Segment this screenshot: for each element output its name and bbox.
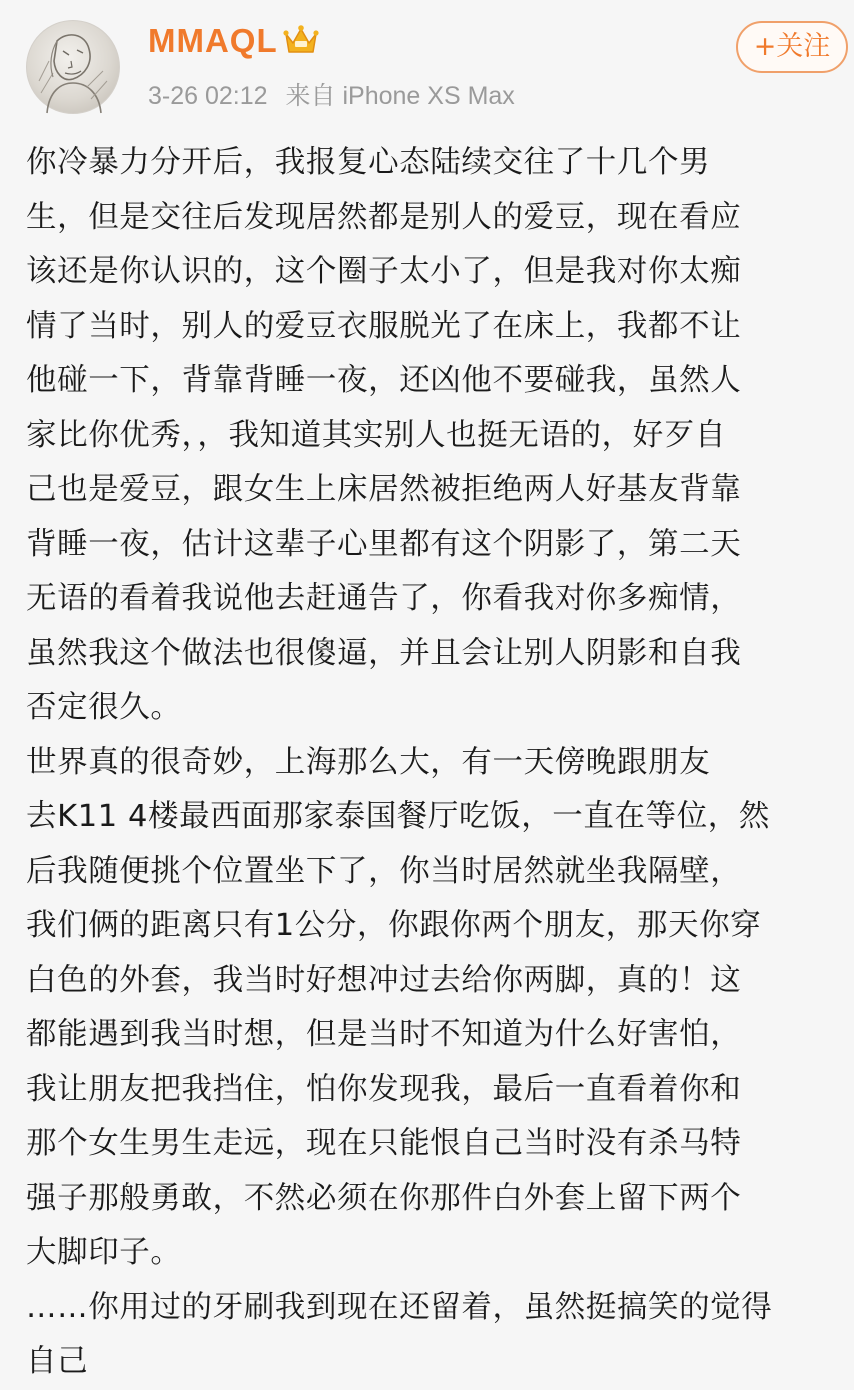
crown-icon — [283, 23, 319, 57]
post-text-line: 虽然我这个做法也很傻逼，并且会让别人阴影和自我 — [26, 635, 742, 671]
post-text-line: 强子那般勇敢，不然必须在你那件白外套上留下两个 — [26, 1180, 742, 1216]
post-text-line: 我们俩的距离只有1公分，你跟你两个朋友，那天你穿 — [26, 908, 762, 943]
post-text-line: 我让朋友把我挡住，怕你发现我，最后一直看着你和 — [26, 1071, 742, 1107]
post-text-line: 去K11 4楼最西面那家泰国餐厅吃饭，一直在等位，然 — [26, 799, 771, 834]
post-text-line: 否定很久。 — [26, 690, 182, 725]
post-text-line: 无语的看着我说他去赶通告了，你看我对你多痴情， — [26, 581, 742, 616]
post-source: 来自 iPhone XS Max — [285, 82, 515, 110]
post-text-line: 白色的外套，我当时好想冲过去给你两脚，真的！这 — [26, 962, 742, 998]
post-text-line: 该还是你认识的，这个圈子太小了，但是我对你太痴 — [26, 254, 742, 289]
post-text-line: 自己 — [26, 1344, 89, 1379]
post-text-line: 都能遇到我当时想，但是当时不知道为什么好害怕， — [26, 1017, 742, 1052]
author-name[interactable]: MMAQL — [148, 22, 278, 59]
post-text-line: 大脚印子。 — [26, 1235, 182, 1270]
post-text-line: 那个女生男生走远，现在只能恨自己当时没有杀马特 — [26, 1126, 742, 1161]
post-text-line: 他碰一下，背靠背睡一夜，还凶他不要碰我，虽然人 — [26, 363, 742, 398]
post-text-line: 己也是爱豆，跟女生上床居然被拒绝两人好基友背靠 — [26, 472, 742, 507]
post-text-line: 背睡一夜，估计这辈子心里都有这个阴影了，第二天 — [26, 526, 742, 562]
post-text — [26, 136, 848, 1379]
post-text-line: 你冷暴力分开后，我报复心态陆续交往了十几个男 — [26, 145, 711, 180]
post-text-line: 后我随便挑个位置坐下了，你当时居然就坐我隔壁， — [26, 853, 742, 889]
post-time: 3-26 02:12 — [148, 82, 268, 110]
post-text-line: 情了当时，别人的爱豆衣服脱光了在床上，我都不让 — [26, 308, 742, 344]
post-header — [0, 0, 854, 125]
post-text-line: ……你用过的牙刷我到现在还留着，虽然挺搞笑的觉得 — [26, 1289, 773, 1325]
avatar-sketch-icon — [27, 21, 119, 113]
post-text-line: 生，但是交往后发现居然都是别人的爱豆，现在看应 — [26, 199, 742, 235]
post-text-line: 家比你优秀，，我知道其实别人也挺无语的，好歹自 — [26, 417, 727, 453]
follow-button[interactable]: +关注 — [736, 21, 848, 73]
post-meta — [148, 76, 515, 112]
post-text-line: 世界真的很奇妙，上海那么大，有一天傍晚跟朋友 — [26, 744, 711, 780]
avatar[interactable] — [26, 20, 120, 114]
